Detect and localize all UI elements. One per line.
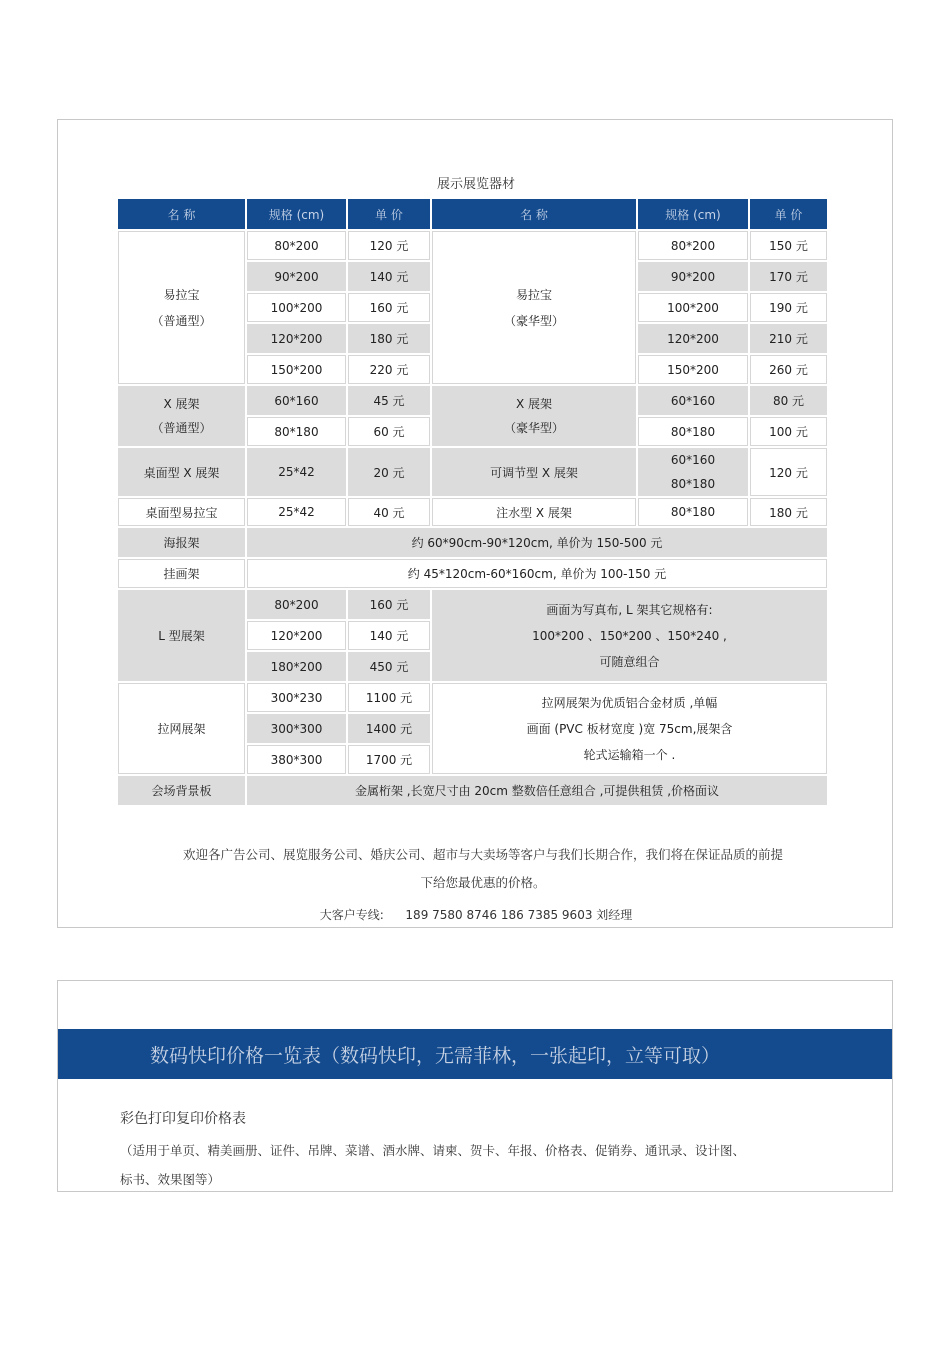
desk-x-name: 桌面型 X 展架 xyxy=(118,448,245,496)
backdrop-name: 会场背景板 xyxy=(118,776,245,805)
spec-cell: 25*42 xyxy=(247,448,346,496)
header-name: 名 称 xyxy=(432,199,636,229)
adjustable-x-name: 可调节型 X 展架 xyxy=(432,448,636,496)
welcome-message: 欢迎各广告公司、展览服务公司、婚庆公司、超市与大卖场等客户与我们长期合作，我们将在保证品质的前提 下给您最优惠的价格。 xyxy=(182,847,783,890)
color-print-description: （适用于单页、精美画册、证件、吊牌、菜谱、酒水牌、请柬、贺卡、年报、价格表、促销券、通讯录、设计图、 标书、效果图等） xyxy=(120,1143,746,1187)
header-price: 单 价 xyxy=(348,199,430,229)
spec-cell: 80*200 xyxy=(247,231,346,260)
equipment-price-table xyxy=(116,197,829,807)
spec-cell: 120*200 xyxy=(638,324,748,353)
header-price: 单 价 xyxy=(750,199,827,229)
digital-banner xyxy=(58,1029,892,1079)
price-cell: 140 元 xyxy=(348,621,430,650)
hanging-stand-desc: 约 45*120cm-60*160cm, 单价为 100-150 元 xyxy=(247,559,827,588)
table-row xyxy=(118,590,827,619)
poster-stand-name: 海报架 xyxy=(118,528,245,557)
price-cell: 80 元 xyxy=(750,386,827,415)
spec-cell: 150*200 xyxy=(638,355,748,384)
net-stand-note: 拉网展架为优质铝合金材质 ,单幅 画面 (PVC 板材宽度 )宽 75cm,展架含 轮式运输箱一个 . xyxy=(432,683,827,774)
spec-cell: 90*200 xyxy=(638,262,748,291)
table-row xyxy=(118,231,827,260)
spec-cell: 300*230 xyxy=(247,683,346,712)
price-cell: 20 元 xyxy=(348,448,430,496)
header-name: 名 称 xyxy=(118,199,245,229)
price-cell: 140 元 xyxy=(348,262,430,291)
spec-cell: 60*160 xyxy=(638,386,748,415)
price-cell: 60 元 xyxy=(348,417,430,446)
price-cell: 120 元 xyxy=(750,448,827,496)
table-header-row xyxy=(118,199,827,229)
header-spec: 规格 (cm) xyxy=(638,199,748,229)
backdrop-desc: 金属桁架 ,长宽尺寸由 20cm 整数倍任意组合 ,可提供租赁 ,价格面议 xyxy=(247,776,827,805)
price-cell: 450 元 xyxy=(348,652,430,681)
price-cell: 1700 元 xyxy=(348,745,430,774)
poster-stand-desc: 约 60*90cm-90*120cm, 单价为 150-500 元 xyxy=(247,528,827,557)
spec-cell: 100*200 xyxy=(638,293,748,322)
l-stand-note: 画面为写真布, L 架其它规格有: 100*200 、150*200 、150*240 , 可随意组合 xyxy=(432,590,827,681)
spec-cell: 120*200 xyxy=(247,621,346,650)
table-row xyxy=(118,559,827,588)
equipment-title: 展示展览器材 xyxy=(436,177,515,192)
spec-cell: 120*200 xyxy=(247,324,346,353)
equipment-panel xyxy=(57,119,893,928)
table-row xyxy=(118,528,827,557)
spec-cell: 90*200 xyxy=(247,262,346,291)
table-row xyxy=(118,683,827,712)
price-cell: 260 元 xyxy=(750,355,827,384)
header-spec: 规格 (cm) xyxy=(247,199,346,229)
water-x-name: 注水型 X 展架 xyxy=(432,498,636,526)
price-cell: 160 元 xyxy=(348,293,430,322)
spec-cell: 25*42 xyxy=(247,498,346,526)
spec-cell: 100*200 xyxy=(247,293,346,322)
spec-cell: 80*180 xyxy=(638,498,748,526)
price-cell: 170 元 xyxy=(750,262,827,291)
hotline-label: 大客户专线: xyxy=(319,908,384,922)
price-cell: 180 元 xyxy=(750,498,827,526)
price-cell: 220 元 xyxy=(348,355,430,384)
price-cell: 100 元 xyxy=(750,417,827,446)
spec-cell: 180*200 xyxy=(247,652,346,681)
color-print-subtitle: 彩色打印复印价格表 xyxy=(120,1111,246,1127)
price-cell: 150 元 xyxy=(750,231,827,260)
hanging-stand-name: 挂画架 xyxy=(118,559,245,588)
price-cell: 40 元 xyxy=(348,498,430,526)
spec-cell: 80*180 xyxy=(247,417,346,446)
l-stand-name: L 型展架 xyxy=(118,590,245,681)
price-cell: 120 元 xyxy=(348,231,430,260)
hotline xyxy=(58,906,894,923)
table-row xyxy=(118,498,827,526)
spec-cell: 150*200 xyxy=(247,355,346,384)
price-cell: 45 元 xyxy=(348,386,430,415)
price-cell: 1400 元 xyxy=(348,714,430,743)
spec-cell: 380*300 xyxy=(247,745,346,774)
xstand-std-name: X 展架 （普通型） xyxy=(118,386,245,446)
adjustable-x-specs: 60*160 80*180 xyxy=(638,448,748,496)
digital-print-panel xyxy=(57,980,893,1192)
table-row xyxy=(118,448,827,496)
spec-cell: 60*160 xyxy=(247,386,346,415)
price-cell: 180 元 xyxy=(348,324,430,353)
price-cell: 1100 元 xyxy=(348,683,430,712)
table-row xyxy=(118,776,827,805)
hotline-numbers: 189 7580 8746 186 7385 9603 刘经理 xyxy=(405,908,633,922)
net-stand-name: 拉网展架 xyxy=(118,683,245,774)
spec-cell: 300*300 xyxy=(247,714,346,743)
rollup-std-name: 易拉宝 （普通型） xyxy=(118,231,245,384)
price-cell: 160 元 xyxy=(348,590,430,619)
digital-banner-title: 数码快印价格一览表（数码快印，无需菲林，一张起印，立等可取） xyxy=(150,1045,721,1067)
price-cell: 210 元 xyxy=(750,324,827,353)
spec-cell: 80*200 xyxy=(638,231,748,260)
rollup-lux-name: 易拉宝 （豪华型） xyxy=(432,231,636,384)
spec-cell: 80*200 xyxy=(247,590,346,619)
desk-rollup-name: 桌面型易拉宝 xyxy=(118,498,245,526)
table-row xyxy=(118,386,827,415)
price-cell: 190 元 xyxy=(750,293,827,322)
xstand-lux-name: X 展架 （豪华型） xyxy=(432,386,636,446)
spec-cell: 80*180 xyxy=(638,417,748,446)
